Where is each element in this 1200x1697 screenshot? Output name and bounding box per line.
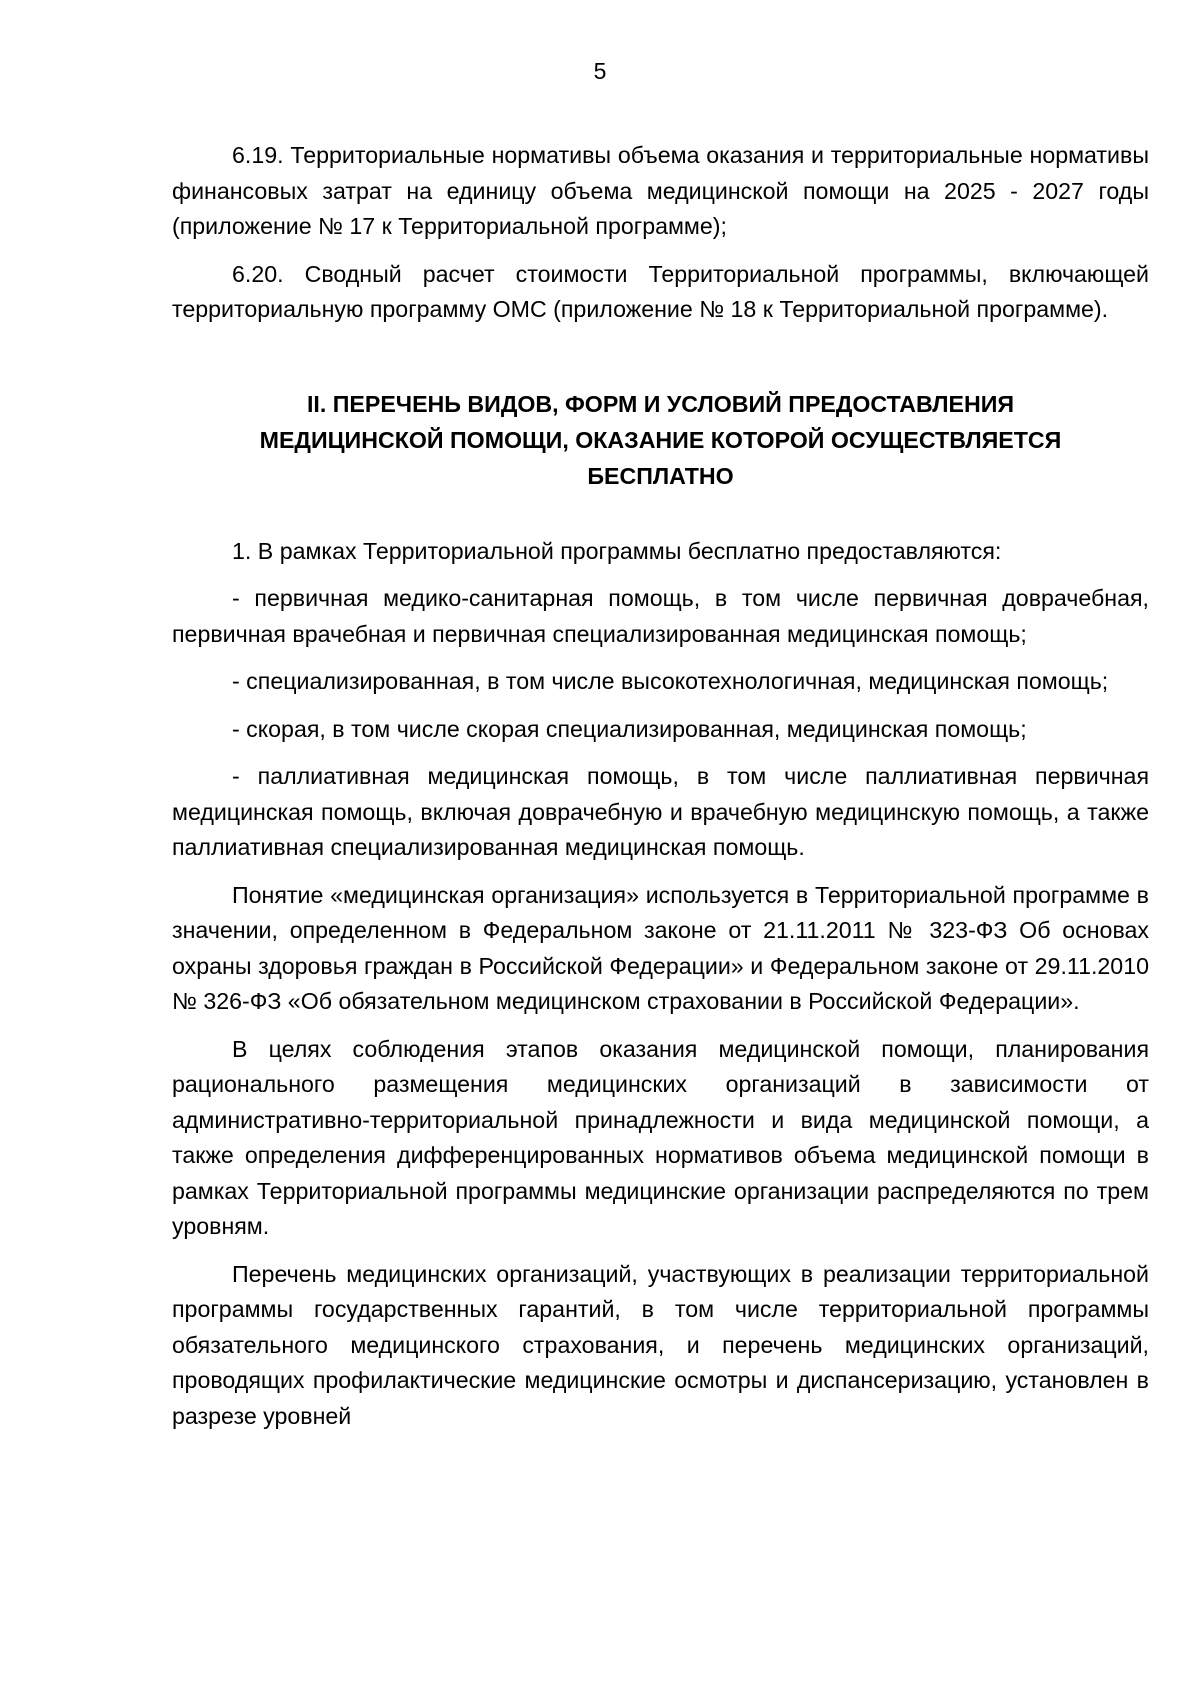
paragraph-6-19: 6.19. Территориальные нормативы объема оказания и территориальные нормативы финансовых затрат на единицу объема медицинской помощи на 2025 - 2027 годы (приложение № 17 к Территориальной программе);	[172, 142, 1149, 239]
paragraph-care-levels: В целях соблюдения этапов оказания медицинской помощи, планирования рационального размещения медицинских организаций в зависимости от административно-территориальной принадлежности и вида медицинской помощи, а также определения дифференцированных нормативов объема медицинской помощи в рамках Территориальной программы медицинские организации распределяются по трем уровням.	[172, 1035, 1149, 1239]
section-heading	[172, 386, 1149, 494]
list-item-specialized-care: - специализированная, в том числе высокотехнологичная, медицинская помощь;	[232, 668, 1109, 694]
list-item-palliative-care: - паллиативная медицинская помощь, в том числе паллиативная первичная медицинская помощь, включая доврачебную и врачебную медицинскую помощь, а также паллиативная специализированная медицинская помощь.	[172, 763, 1149, 860]
section-heading-line-2: МЕДИЦИНСКОЙ ПОМОЩИ, ОКАЗАНИЕ КОТОРОЙ ОСУЩЕСТВЛЯЕТСЯ	[259, 426, 1062, 453]
paragraph-organization-list: Перечень медицинских организаций, участвующих в реализации территориальной программы государственных гарантий, в том числе территориальной программы обязательного медицинского страхования, и перечень медицинских организаций, проводящих профилактические медицинские осмотры и диспансеризацию, установлен в разрезе уровней	[172, 1260, 1149, 1429]
section-heading-line-1: II. ПЕРЕЧЕНЬ ВИДОВ, ФОРМ И УСЛОВИЙ ПРЕДОСТАВЛЕНИЯ	[306, 390, 1015, 417]
paragraph-6-20: 6.20. Сводный расчет стоимости Территориальной программы, включающей территориальную программу ОМС (приложение № 18 к Территориальной программе).	[172, 260, 1149, 322]
page-number: 5	[593, 58, 607, 84]
paragraph-medical-organization-definition: Понятие «медицинская организация» используется в Территориальной программе в значении, определенном в Федеральном законе от 21.11.2011 № 323-ФЗ Об основах охраны здоровья граждан в Российской Федерации» и Федеральном законе от 29.11.2010 № 326-ФЗ «Об обязательном медицинском страховании в Российской Федерации».	[172, 881, 1149, 1014]
list-item-emergency-care: - скорая, в том числе скорая специализированная, медицинская помощь;	[232, 715, 1027, 742]
list-item-primary-care: - первичная медико-санитарная помощь, в том числе первичная доврачебная, первичная врачебная и первичная специализированная медицинская помощь;	[172, 585, 1149, 647]
section-heading-line-3: БЕСПЛАТНО	[587, 462, 734, 489]
page-content	[172, 138, 1149, 1446]
section-intro: 1. В рамках Территориальной программы бесплатно предоставляются:	[232, 537, 1002, 564]
